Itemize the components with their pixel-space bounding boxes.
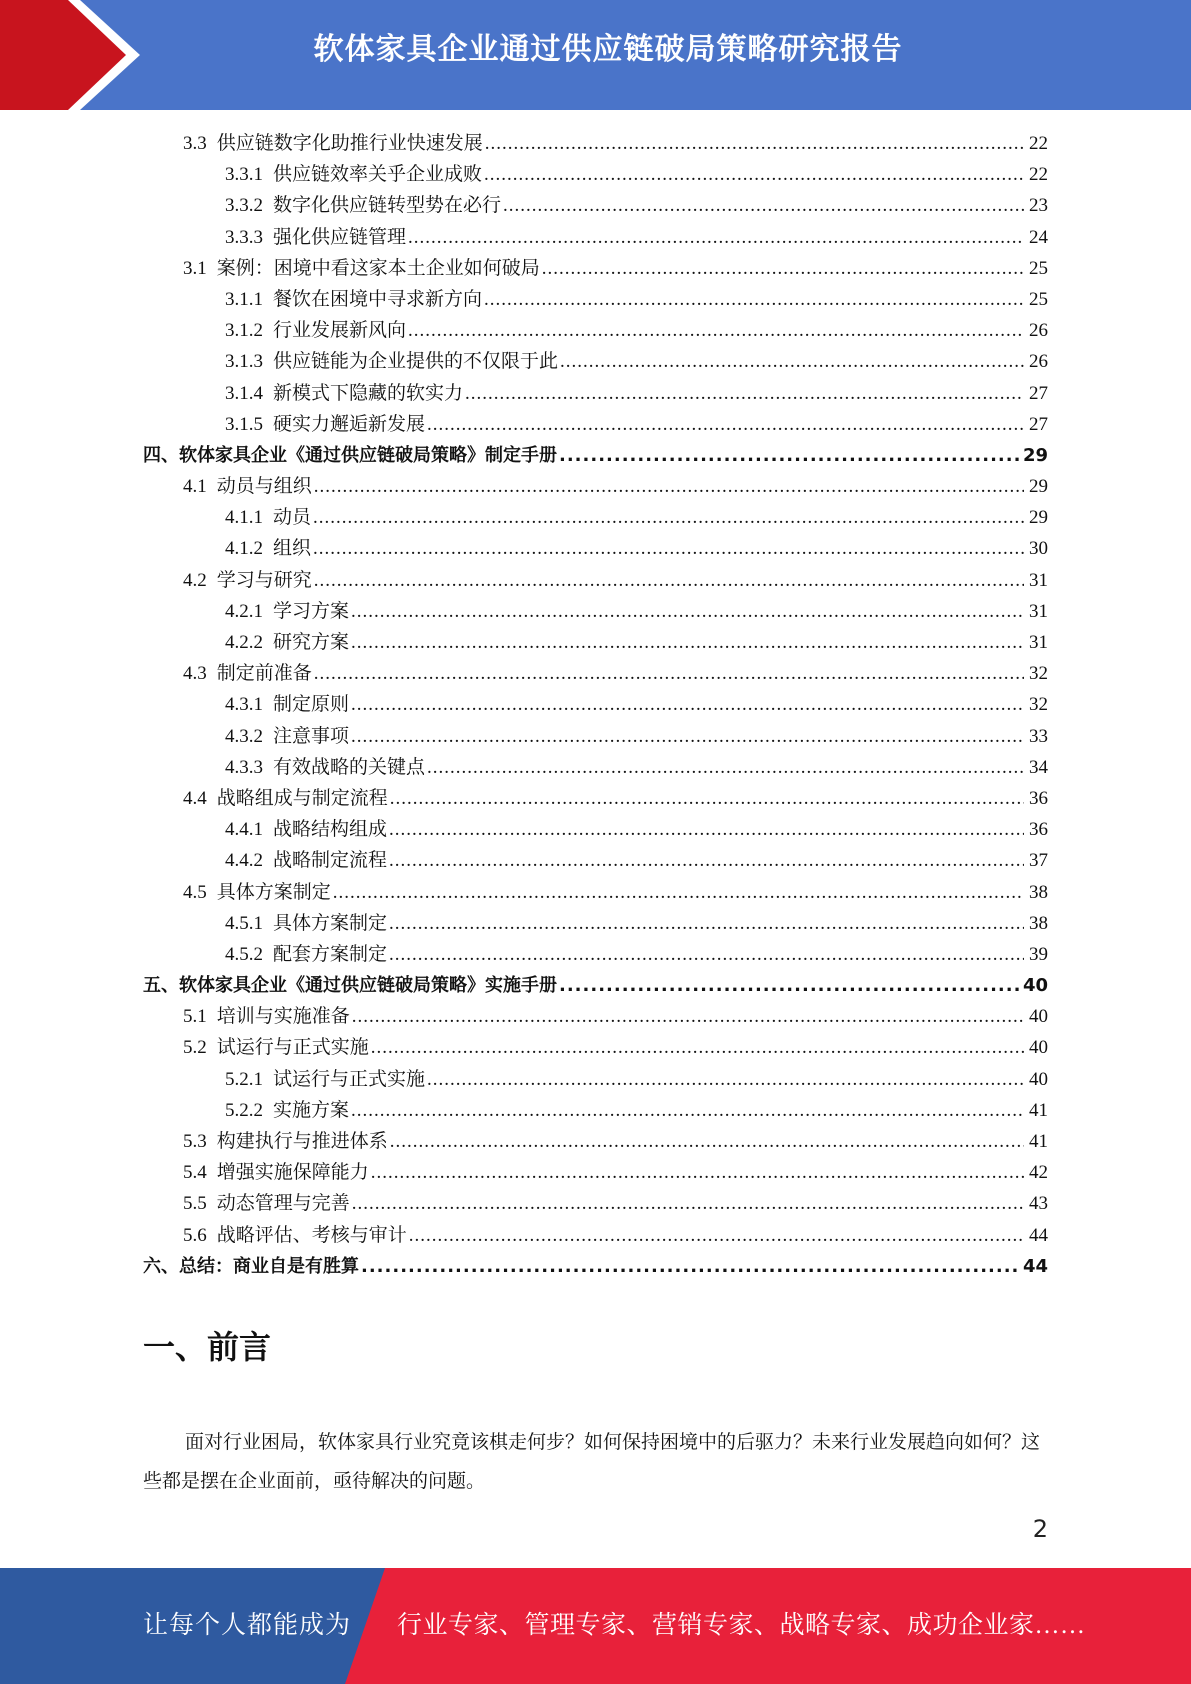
toc-entry-page: 36 [1029,787,1048,809]
toc-entry-page: 30 [1029,538,1048,560]
toc-leader-dots [427,409,1024,440]
toc-entry[interactable] [143,939,1048,970]
toc-entry-title: 制定前准备 [216,663,312,685]
toc-entry-number: 4.5 [183,881,207,903]
toc-leader-dots [390,1126,1024,1157]
toc-entry-page: 22 [1029,133,1048,154]
toc-leader-dots [314,565,1024,596]
toc-entry-title: 学习与研究 [216,569,312,591]
toc-entry-title: 组织 [273,538,312,560]
toc-entry[interactable] [143,627,1048,658]
toc-leader-dots [389,939,1024,970]
toc-entry-page: 27 [1029,382,1048,404]
toc-entry-page: 43 [1029,1193,1048,1215]
toc-entry-number: 4.5.1 [225,912,263,934]
toc-entry-number: 4.4 [183,787,207,809]
toc-leader-dots [313,533,1024,564]
toc-entry[interactable] [143,440,1048,471]
toc-entry-page: 44 [1029,1224,1048,1246]
toc-entry-page: 25 [1029,257,1048,279]
page-header [0,0,1191,110]
toc-entry-page: 25 [1029,288,1048,310]
toc-entry-title: 学习方案 [273,600,350,622]
toc-entry[interactable] [143,1095,1048,1126]
toc-leader-dots [352,1188,1024,1219]
toc-entry[interactable] [143,502,1048,533]
toc-entry-page: 40 [1029,1037,1048,1059]
toc-entry-number: 4.2.2 [225,632,263,653]
toc-entry-number: 5.2 [183,1037,207,1059]
toc-entry[interactable] [143,1032,1048,1063]
toc-entry-title: 配套方案制定 [273,943,388,965]
toc-entry-title: 数字化供应链转型势在必行 [273,195,502,217]
toc-entry-title: 战略组成与制定流程 [216,787,388,809]
toc-entry-page: 26 [1029,351,1048,373]
toc-entry-page: 27 [1029,413,1048,435]
toc-entry-title: 行业发展新风向 [273,320,407,342]
toc-leader-dots [408,222,1024,253]
report-title: 软体家具企业通过供应链破局策略研究报告 [313,32,903,67]
toc-entry-page: 41 [1029,1099,1048,1121]
toc-entry-page: 36 [1029,819,1048,841]
toc-leader-dots [371,1032,1024,1063]
toc-entry-page: 31 [1029,569,1048,591]
toc-leader-dots [559,970,1021,1001]
toc-entry[interactable] [143,596,1048,627]
footer-slogan-right: 行业专家、管理专家、营销专家、战略专家、成功企业家…… [397,1612,1086,1639]
toc-leader-dots [560,346,1024,377]
toc-leader-dots [351,721,1024,752]
toc-leader-dots [559,440,1021,471]
toc-entry-page: 41 [1029,1131,1048,1152]
toc-entry-page: 40 [1022,975,1048,997]
toc-entry-title: 具体方案制定 [273,912,388,934]
toc-entry[interactable] [143,1126,1048,1157]
toc-entry-title: 注意事项 [273,725,350,747]
toc-entry-title: 试运行与正式实施 [216,1037,369,1059]
section-paragraph: 面对行业困局，软体家具行业究竟该棋走何步？如何保持困境中的后驱力？未来行业发展趋向如何？这些都是摆在企业面前，亟待解决的问题。 [143,1432,1041,1492]
toc-entry-number: 4.5.2 [225,943,263,965]
toc-entry-title: 供应链数字化助推行业快速发展 [216,133,483,154]
toc-entry-page: 24 [1029,226,1048,248]
toc-entry-title: 强化供应链管理 [273,226,407,248]
toc-entry-number: 4.3.2 [225,725,263,747]
toc-entry-title: 具体方案制定 [216,881,331,903]
toc-entry[interactable] [143,378,1048,409]
page-footer [0,1568,1191,1684]
toc-leader-dots [427,752,1024,783]
toc-leader-dots [371,1157,1024,1188]
toc-entry[interactable] [143,346,1048,377]
toc-entry-title: 有效战略的关键点 [273,756,426,778]
toc-entry[interactable] [143,471,1048,502]
toc-entry[interactable] [143,970,1048,1001]
toc-entry-page: 26 [1029,320,1048,342]
toc-entry-number: 4.1.2 [225,538,263,560]
toc-entry[interactable] [143,284,1048,315]
toc-leader-dots [361,1251,1021,1282]
toc-leader-dots [484,284,1024,315]
toc-entry[interactable] [143,1001,1048,1032]
toc-leader-dots [351,627,1024,658]
toc-entry-title: 培训与实施准备 [216,1006,350,1028]
toc-leader-dots [465,378,1024,409]
toc-entry-title: 实施方案 [273,1099,350,1121]
toc-entry-title: 研究方案 [273,632,350,653]
toc-leader-dots [390,783,1024,814]
toc-entry-number: 3.1 [183,257,207,279]
toc-entry[interactable] [143,565,1048,596]
toc-entry-title: 供应链效率关乎企业成败 [273,164,483,186]
toc-entry[interactable] [143,752,1048,783]
toc-entry-number: 4.2 [183,569,207,591]
toc-entry-page: 37 [1029,850,1048,872]
toc-entry-page: 40 [1029,1006,1048,1028]
toc-leader-dots [409,1220,1024,1251]
toc-leader-dots [427,1064,1024,1095]
table-of-contents [143,128,1048,1282]
toc-leader-dots [352,1001,1024,1032]
toc-entry-number: 4.4.1 [225,819,263,841]
toc-entry-number: 5.6 [183,1224,207,1246]
toc-entry-title: 制定原则 [273,694,350,716]
toc-entry-number: 4.3.3 [225,756,263,778]
toc-entry[interactable] [143,1157,1048,1188]
toc-entry-title: 新模式下隐藏的软实力 [273,382,464,404]
toc-entry-title: 战略制定流程 [273,850,388,872]
toc-entry-number: 3.1.4 [225,382,263,404]
toc-entry-number: 3.1.3 [225,351,263,373]
toc-entry[interactable] [143,159,1048,190]
toc-entry[interactable] [143,783,1048,814]
toc-entry-title: 案例：困境中看这家本土企业如何破局 [216,257,540,279]
toc-entry-title: 供应链能为企业提供的不仅限于此 [273,351,559,373]
toc-leader-dots [503,190,1024,221]
toc-entry-title: 六、总结：商业自是有胜算 [143,1255,359,1277]
toc-leader-dots [351,1095,1024,1126]
toc-entry-title: 动员与组织 [216,476,312,498]
toc-leader-dots [314,471,1024,502]
toc-leader-dots [485,128,1024,159]
toc-entry-page: 31 [1029,632,1048,653]
toc-entry-number: 4.4.2 [225,850,263,872]
toc-entry-page: 33 [1029,725,1048,747]
toc-entry-number: 3.3 [183,133,207,154]
toc-entry-title: 试运行与正式实施 [273,1068,426,1090]
toc-entry-number: 4.2.1 [225,600,263,622]
toc-entry-number: 4.3 [183,663,207,685]
toc-entry-title: 动态管理与完善 [216,1193,350,1215]
toc-entry-page: 29 [1029,476,1048,498]
toc-entry[interactable] [143,689,1048,720]
section-heading: 一、前言 [143,1328,272,1366]
toc-leader-dots [389,908,1024,939]
toc-entry-number: 4.1 [183,476,207,498]
toc-entry[interactable] [143,845,1048,876]
toc-entry[interactable] [143,1064,1048,1095]
toc-entry[interactable] [143,190,1048,221]
toc-entry-number: 5.3 [183,1131,207,1152]
toc-entry-number: 5.4 [183,1162,207,1184]
toc-entry-number: 5.2.2 [225,1099,263,1121]
toc-leader-dots [333,877,1024,908]
toc-entry-number: 5.2.1 [225,1068,263,1090]
toc-entry-number: 3.1.1 [225,288,263,310]
toc-entry-number: 4.1.1 [225,507,263,529]
toc-entry[interactable] [143,1220,1048,1251]
toc-leader-dots [351,689,1024,720]
toc-entry[interactable] [143,253,1048,284]
toc-entry-title: 增强实施保障能力 [216,1162,369,1184]
toc-entry-page: 32 [1029,694,1048,716]
toc-entry[interactable] [143,1251,1048,1282]
toc-entry-number: 5.5 [183,1193,207,1215]
footer-slogan-left: 让每个人都能成为 [143,1612,352,1639]
toc-leader-dots [313,502,1024,533]
toc-entry-title: 战略结构组成 [273,819,388,841]
toc-entry[interactable] [143,908,1048,939]
toc-entry-title: 餐饮在困境中寻求新方向 [273,288,483,310]
toc-entry-page: 38 [1029,881,1048,903]
toc-entry-title: 战略评估、考核与审计 [216,1224,407,1246]
toc-entry[interactable] [143,222,1048,253]
toc-entry-page: 34 [1029,756,1048,778]
toc-entry-page: 31 [1029,600,1048,622]
toc-leader-dots [389,814,1024,845]
toc-entry-title: 硬实力邂逅新发展 [273,413,426,435]
toc-entry-page: 32 [1029,663,1048,685]
toc-entry-page: 44 [1022,1255,1048,1277]
toc-entry-number: 3.1.5 [225,413,263,435]
toc-entry-number: 5.1 [183,1006,207,1028]
toc-entry-page: 40 [1029,1068,1048,1090]
toc-entry-title: 五、软体家具企业《通过供应链破局策略》实施手册 [143,975,557,997]
toc-entry[interactable] [143,1188,1048,1219]
toc-entry-page: 39 [1029,943,1048,965]
toc-leader-dots [408,315,1024,346]
toc-entry-title: 四、软体家具企业《通过供应链破局策略》制定手册 [143,444,557,466]
toc-entry-page: 29 [1022,444,1048,466]
toc-entry-number: 3.1.2 [225,320,263,342]
toc-entry-page: 29 [1029,507,1048,529]
toc-entry[interactable] [143,128,1048,159]
toc-leader-dots [314,658,1024,689]
toc-entry[interactable] [143,721,1048,752]
toc-leader-dots [484,159,1024,190]
toc-entry[interactable] [143,877,1048,908]
toc-entry-page: 23 [1029,195,1048,217]
toc-entry-number: 3.3.3 [225,226,263,248]
toc-entry-number: 3.3.1 [225,164,263,186]
toc-entry[interactable] [143,814,1048,845]
toc-entry-title: 构建执行与推进体系 [216,1131,388,1152]
toc-entry[interactable] [143,409,1048,440]
toc-leader-dots [542,253,1024,284]
toc-entry-number: 4.3.1 [225,694,263,716]
toc-entry[interactable] [143,315,1048,346]
toc-entry[interactable] [143,658,1048,689]
toc-entry-page: 42 [1029,1162,1048,1184]
toc-entry-page: 38 [1029,912,1048,934]
page-number: 2 [1032,1515,1048,1543]
toc-entry-page: 22 [1029,164,1048,186]
toc-entry-number: 3.3.2 [225,195,263,217]
toc-entry[interactable] [143,533,1048,564]
toc-leader-dots [351,596,1024,627]
toc-leader-dots [389,845,1024,876]
toc-entry-title: 动员 [273,507,312,529]
